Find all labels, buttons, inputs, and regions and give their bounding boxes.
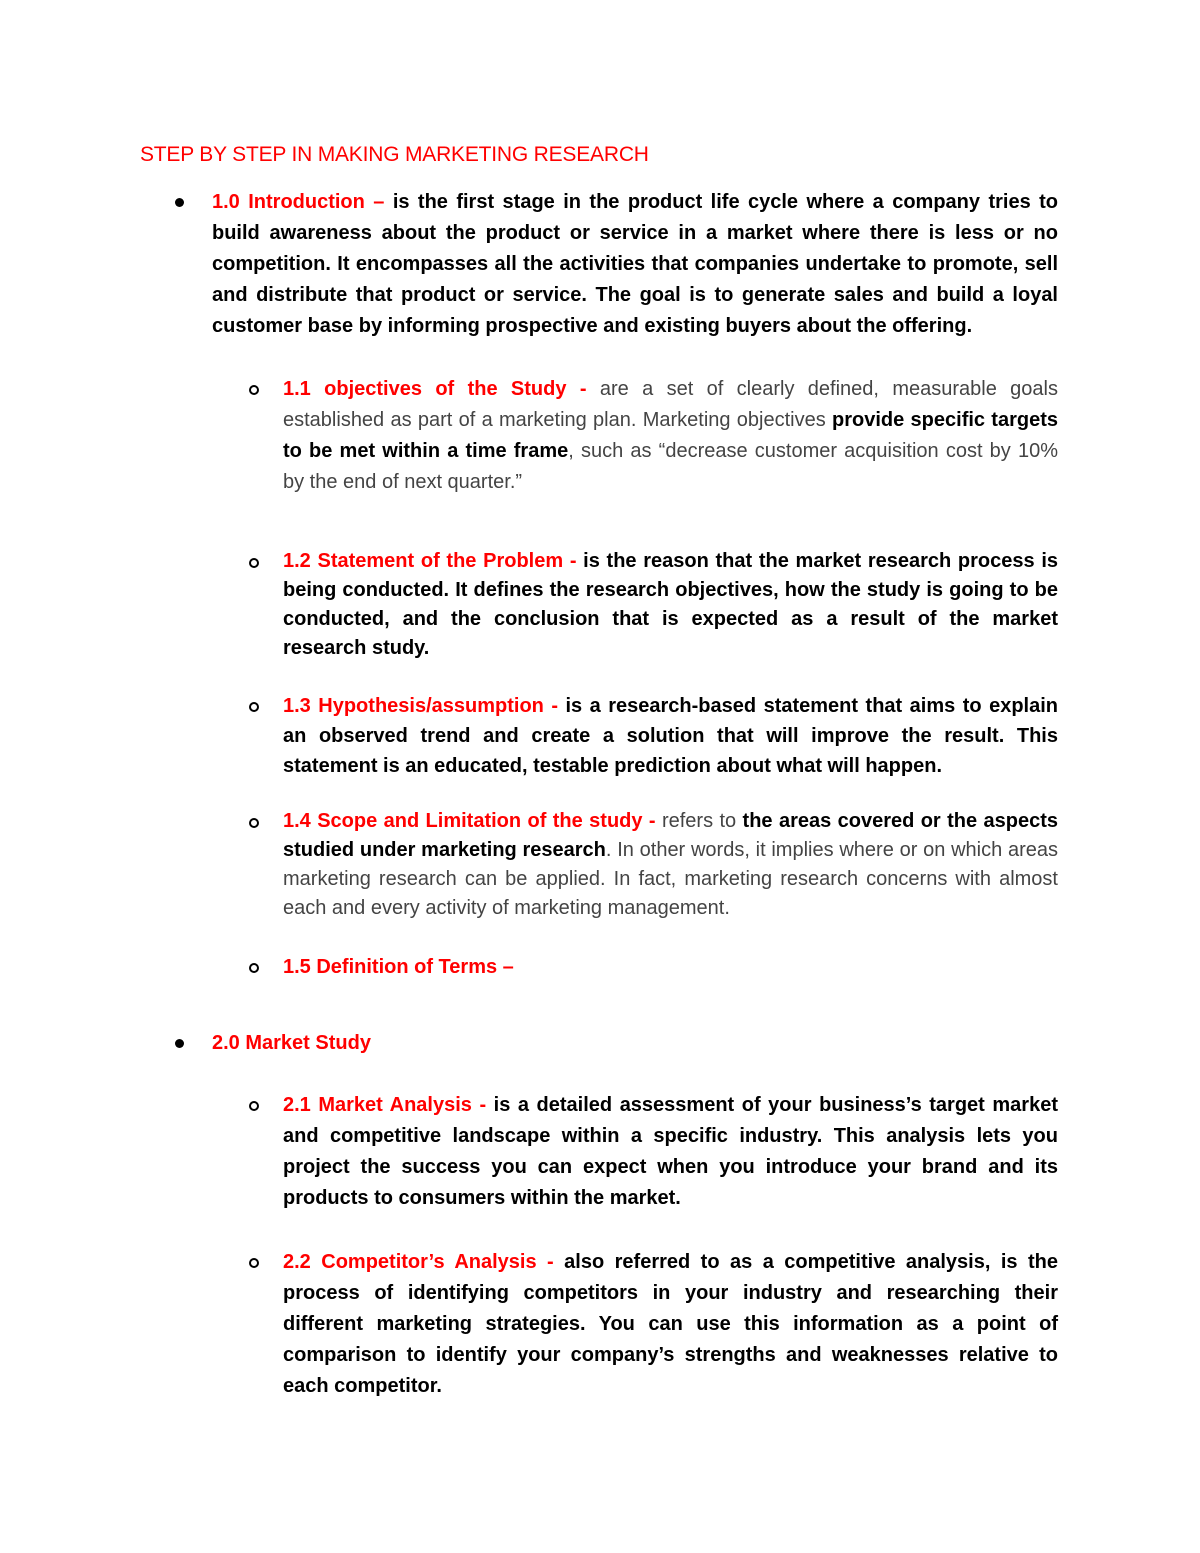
circle-bullet-icon bbox=[249, 818, 259, 828]
definition-heading: 1.5 Definition of Terms – bbox=[283, 956, 514, 978]
objectives-text-a: are a set of clearly defined, measurable goals established as part of a marketing plan. Marketing objectives bbox=[283, 378, 1058, 431]
problem-text: is the reason that the market research process is being conducted. It defines the research objectives, how the study is going to be conducted, and the conclusion that is expected as a result of the market research study. bbox=[283, 550, 1058, 659]
list-item-objectives bbox=[283, 374, 1058, 498]
bullet-icon bbox=[175, 1039, 184, 1048]
list-item-statement-of-problem bbox=[283, 547, 1058, 663]
intro-heading: 1.0 Introduction – bbox=[212, 191, 385, 213]
circle-bullet-icon bbox=[249, 385, 259, 395]
scope-text-a: refers to bbox=[655, 810, 743, 832]
document-title: STEP BY STEP IN MAKING MARKETING RESEARCH bbox=[140, 143, 649, 166]
intro-text: is the first stage in the product life cycle where a company tries to build awareness about the product or service in a market where there is less or no competition. It encompasses all the activities that companies undertake to promote, sell and distribute that product or service. The goal is to generate sales and build a loyal customer base by informing prospective and existing buyers about the offering. bbox=[212, 191, 1058, 337]
circle-bullet-icon bbox=[249, 1101, 259, 1111]
problem-heading: 1.2 Statement of the Problem - bbox=[283, 550, 577, 572]
market-analysis-text: is a detailed assessment of your business’s target market and competitive landscape within a specific industry. This analysis lets you project the success you can expect when you introduce your brand and its products to consumers within the market. bbox=[283, 1094, 1058, 1209]
bullet-icon bbox=[175, 198, 184, 207]
objectives-text-b: provide specific targets to be met within a time frame bbox=[283, 409, 1058, 462]
competitors-text: also referred to as a competitive analysis, is the process of identifying competitors in your industry and researching their different marketing strategies. You can use this information as a point of comparison to identify your company’s strengths and weaknesses relative to each competitor. bbox=[283, 1251, 1058, 1397]
market-study-heading: 2.0 Market Study bbox=[212, 1032, 371, 1054]
list-item-market-study bbox=[212, 1028, 1058, 1059]
hypothesis-text: is a research-based statement that aims to explain an observed trend and create a solution that will improve the result. This statement is an educated, testable prediction about what will happen. bbox=[283, 695, 1058, 777]
list-item-market-analysis bbox=[283, 1090, 1058, 1214]
scope-text-b: the areas covered or the aspects studied under marketing research bbox=[283, 810, 1058, 861]
circle-bullet-icon bbox=[249, 963, 259, 973]
list-item-definition-of-terms bbox=[283, 952, 1058, 983]
scope-heading: 1.4 Scope and Limitation of the study - bbox=[283, 810, 656, 832]
list-item-scope-limitation bbox=[283, 807, 1058, 923]
competitors-heading: 2.2 Competitor’s Analysis - bbox=[283, 1251, 554, 1273]
list-item-introduction bbox=[212, 187, 1058, 342]
circle-bullet-icon bbox=[249, 702, 259, 712]
list-item-competitors-analysis bbox=[283, 1247, 1058, 1402]
circle-bullet-icon bbox=[249, 558, 259, 568]
list-item-hypothesis bbox=[283, 691, 1058, 781]
objectives-heading: 1.1 objectives of the Study - bbox=[283, 378, 587, 400]
scope-text-c: . In other words, it implies where or on which areas marketing research can be applied. In fact, marketing research concerns with almost each and every activity of marketing management. bbox=[283, 839, 1059, 919]
hypothesis-heading: 1.3 Hypothesis/assumption - bbox=[283, 695, 559, 717]
circle-bullet-icon bbox=[249, 1258, 259, 1268]
market-analysis-heading: 2.1 Market Analysis - bbox=[283, 1094, 487, 1116]
objectives-text-c: , such as “decrease customer acquisition cost by 10% by the end of next quarter.” bbox=[283, 440, 1058, 493]
